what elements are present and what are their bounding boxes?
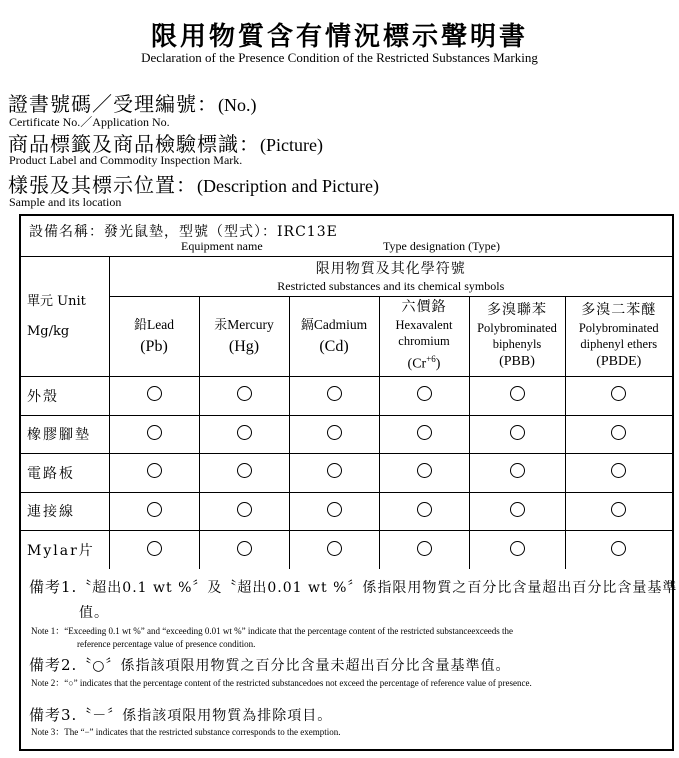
- presence-cell: [199, 415, 289, 454]
- type-designation-label: Type designation (Type): [383, 239, 500, 253]
- not-exceeded-circle-icon: [237, 502, 252, 517]
- unit-header: [21, 257, 109, 377]
- presence-cell: [565, 454, 672, 493]
- table-row: [21, 492, 672, 531]
- equipment-name-label: Equipment name: [181, 239, 263, 253]
- restricted-substances-zh: 限用物質及其化學符號: [315, 260, 466, 277]
- presence-cell: [379, 415, 469, 454]
- presence-cell: [379, 492, 469, 531]
- not-exceeded-circle-icon: [611, 425, 626, 440]
- table-row: [21, 415, 672, 454]
- substances-table: [21, 256, 672, 569]
- not-exceeded-circle-icon: [417, 502, 432, 517]
- table-row: [21, 454, 672, 493]
- presence-cell: [289, 492, 379, 531]
- presence-cell: [199, 531, 289, 570]
- part-name: 外殼: [21, 377, 109, 416]
- not-exceeded-circle-icon: [611, 541, 626, 556]
- not-exceeded-circle-icon: [327, 386, 342, 401]
- not-exceeded-circle-icon: [327, 502, 342, 517]
- presence-cell: [565, 415, 672, 454]
- presence-cell: [109, 492, 199, 531]
- not-exceeded-circle-icon: [327, 463, 342, 478]
- note-1-continuation: 值。: [79, 605, 109, 621]
- product-label-label-en: Product Label and Commodity Inspection Mark.: [9, 153, 243, 167]
- presence-cell: [289, 377, 379, 416]
- substance-header-pbb: 多溴聯苯 Polybrominated biphenyls (PBB): [469, 297, 565, 377]
- not-exceeded-circle-icon: [237, 425, 252, 440]
- not-exceeded-circle-icon: [417, 425, 432, 440]
- document-title: 限用物質含有情況標示聲明書: [150, 22, 528, 52]
- not-exceeded-circle-icon: [417, 386, 432, 401]
- note-2-en: Note 2：“○” indicates that the percentage content of the restricted substancedoes not exceed the percentage of reference value of presence.: [31, 678, 532, 688]
- certificate-no-label: 證書號碼／受理編號：(No.): [8, 92, 257, 116]
- presence-cell: [109, 377, 199, 416]
- presence-cell: [199, 492, 289, 531]
- presence-cell: [565, 492, 672, 531]
- sample-location-label-en: Sample and its location: [9, 195, 122, 209]
- not-exceeded-circle-icon: [147, 463, 162, 478]
- substance-symbol: (Pb): [140, 338, 168, 355]
- not-exceeded-circle-icon: [147, 541, 162, 556]
- not-exceeded-circle-icon: [147, 502, 162, 517]
- product-label-label: 商品標籤及商品檢驗標識：(Picture): [8, 132, 323, 156]
- presence-cell: [565, 377, 672, 416]
- substance-header-pbde: 多溴二苯醚 Polybrominated diphenyl ethers (PBDE): [565, 297, 672, 377]
- not-exceeded-circle-icon: [417, 541, 432, 556]
- not-exceeded-circle-icon: [147, 425, 162, 440]
- sample-location-label: 樣張及其標示位置：(Description and Picture): [8, 173, 379, 197]
- not-exceeded-circle-icon: [147, 386, 162, 401]
- note-3: 備考3.〝－〞係指該項限用物質為排除項目。: [29, 706, 333, 724]
- presence-cell: [289, 531, 379, 570]
- presence-cell: [109, 531, 199, 570]
- not-exceeded-circle-icon: [510, 541, 525, 556]
- presence-cell: [379, 531, 469, 570]
- substance-symbol: (PBDE): [596, 354, 642, 369]
- not-exceeded-circle-icon: [510, 502, 525, 517]
- note-1: 備考1.〝超出0.1 wt %〞及〝超出0.01 wt %〞係指限用物質之百分比含量超出百分比含量基準: [29, 578, 678, 596]
- part-name: 橡膠腳墊: [21, 415, 109, 454]
- presence-cell: [199, 377, 289, 416]
- unit-label: 單元 Unit: [27, 293, 86, 309]
- not-exceeded-circle-icon: [611, 386, 626, 401]
- restricted-substances-header: [109, 257, 672, 297]
- presence-cell: [199, 454, 289, 493]
- declaration-table-frame: [19, 214, 678, 751]
- presence-cell: [565, 531, 672, 570]
- not-exceeded-circle-icon: [510, 425, 525, 440]
- presence-cell: [469, 492, 565, 531]
- presence-cell: [109, 454, 199, 493]
- not-exceeded-circle-icon: [237, 386, 252, 401]
- note-1-en: Note 1：“Exceeding 0.1 wt %” and “exceeding 0.01 wt %” indicate that the percentage content of the restricted substanceexceeds the reference percentage value of presence condition.: [31, 626, 514, 649]
- part-name: 連接線: [21, 492, 109, 531]
- presence-cell: [469, 377, 565, 416]
- substance-symbol: (Cd): [319, 338, 349, 355]
- substance-header-mercury: 汞Mercury (Hg): [199, 297, 289, 377]
- substance-symbol: (Hg): [228, 338, 260, 355]
- certificate-no-label-en: Certificate No.／Application No.: [9, 115, 170, 129]
- table-row: [21, 377, 672, 416]
- presence-cell: [289, 415, 379, 454]
- not-exceeded-circle-icon: [237, 463, 252, 478]
- substance-symbol: $(Cr^{+6})$: [407, 354, 441, 372]
- presence-cell: [379, 454, 469, 493]
- not-exceeded-circle-icon: [611, 502, 626, 517]
- presence-cell: [469, 454, 565, 493]
- not-exceeded-circle-icon: [237, 541, 252, 556]
- not-exceeded-circle-icon: [417, 463, 432, 478]
- substance-symbol: (PBB): [499, 354, 535, 369]
- substance-header-cadmium: 鎘Cadmium (Cd): [289, 297, 379, 377]
- not-exceeded-circle-icon: [611, 463, 626, 478]
- table-row: [21, 531, 672, 570]
- presence-cell: [469, 531, 565, 570]
- substance-header-hexavalent-chromium: 六價鉻 Hexavalent chromium $(Cr^{+6})$: [379, 297, 469, 377]
- unit-mgkg-label: Mg/kg: [27, 323, 70, 339]
- equipment-line: 設備名稱：發光鼠墊，型號（型式）：IRC13E: [29, 224, 338, 240]
- document-subtitle: Declaration of the Presence Condition of the Restricted Substances Marking: [141, 50, 538, 65]
- restricted-substances-en: Restricted substances and its chemical symbols: [277, 278, 505, 293]
- part-name: 電路板: [21, 454, 109, 493]
- presence-cell: [379, 377, 469, 416]
- presence-cell: [109, 415, 199, 454]
- note-3-en: Note 3：The “−” indicates that the restricted substance corresponds to the exemption.: [31, 727, 341, 737]
- equipment-row: [21, 216, 672, 257]
- not-exceeded-circle-icon: [510, 463, 525, 478]
- presence-cell: [469, 415, 565, 454]
- not-exceeded-circle-icon: [510, 386, 525, 401]
- substance-header-lead: 鉛Lead (Pb): [109, 297, 199, 377]
- part-name: Mylar片: [21, 531, 109, 570]
- presence-cell: [289, 454, 379, 493]
- note-2: 備考2.〝○〞係指該項限用物質之百分比含量未超出百分比含量基準值。: [29, 656, 511, 674]
- not-exceeded-circle-icon: [327, 541, 342, 556]
- not-exceeded-circle-icon: [327, 425, 342, 440]
